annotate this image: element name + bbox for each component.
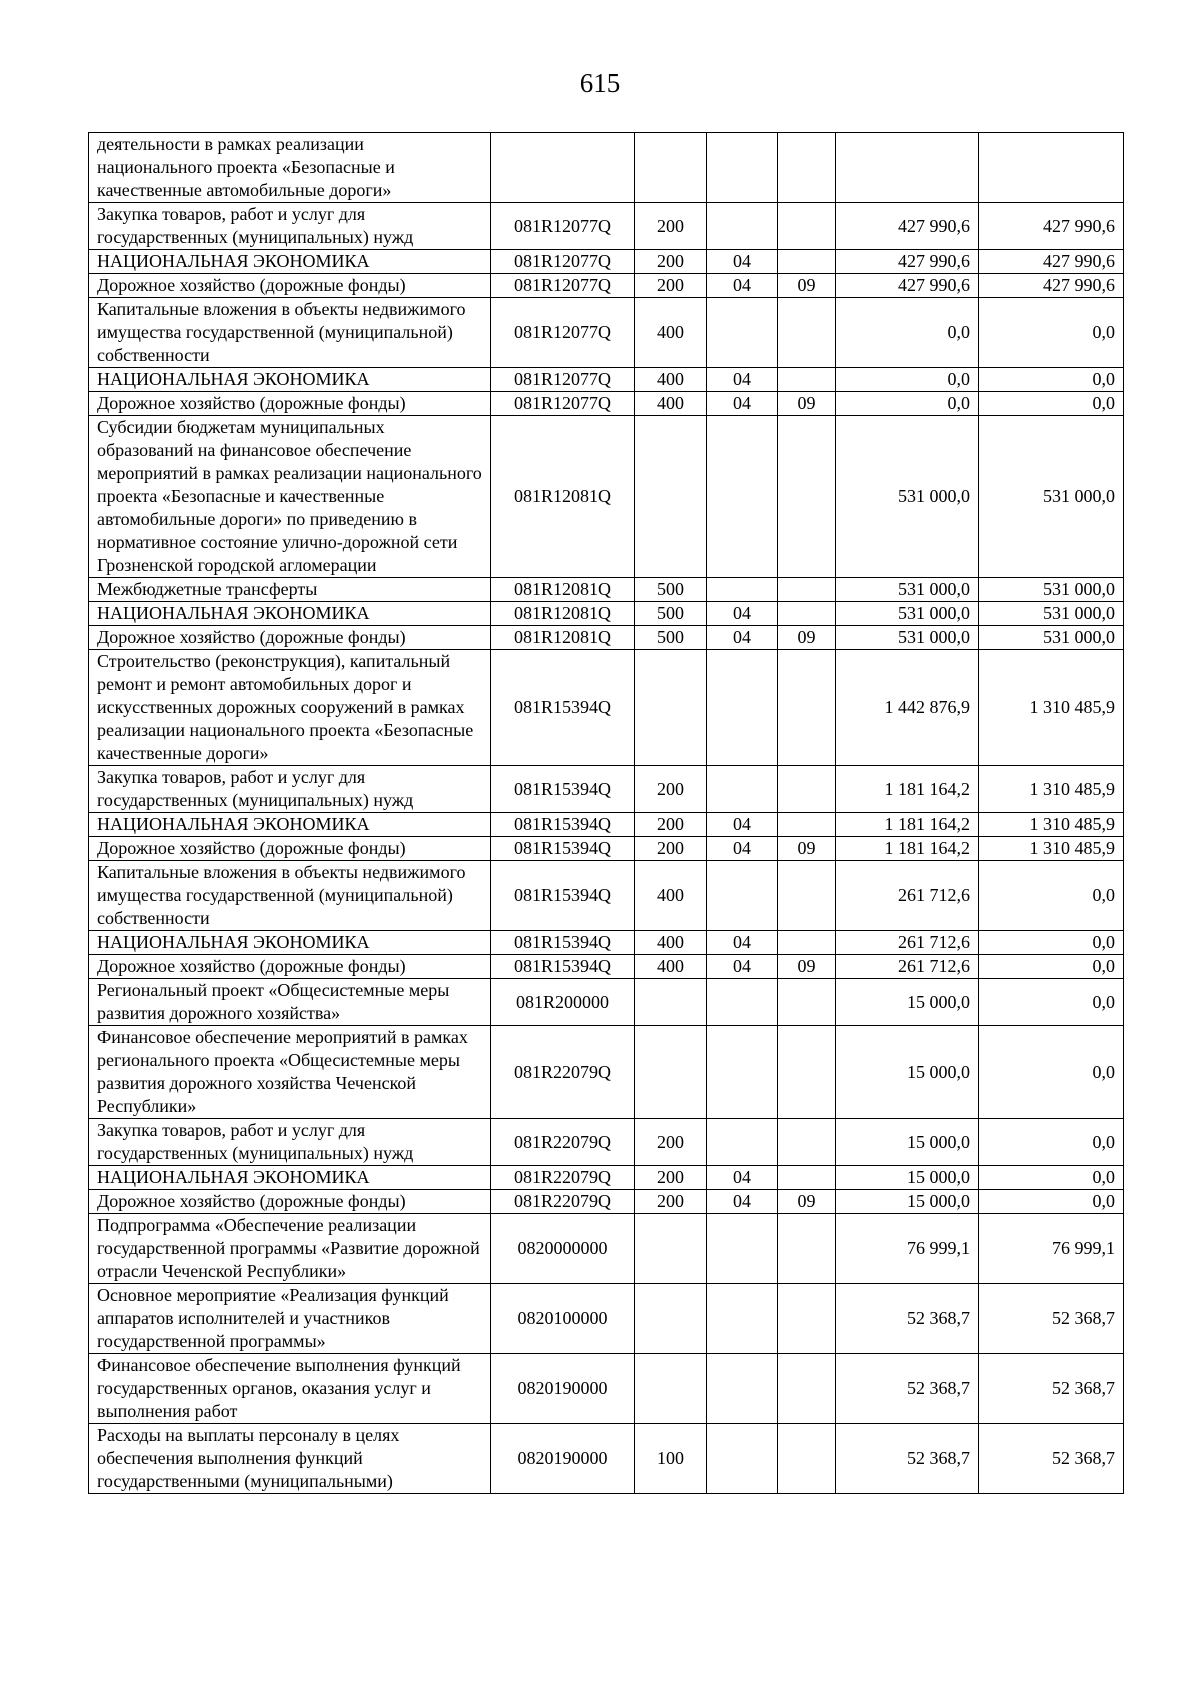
row-name-cell: НАЦИОНАЛЬНАЯ ЭКОНОМИКА [89, 931, 491, 955]
amount-year1-cell: 0,0 [836, 298, 979, 368]
amount-year1-cell: 15 000,0 [836, 1119, 979, 1166]
expense-type-cell: 200 [635, 766, 707, 813]
row-name-cell: НАЦИОНАЛЬНАЯ ЭКОНОМИКА [89, 1166, 491, 1190]
row-name-cell: Дорожное хозяйство (дорожные фонды) [89, 626, 491, 650]
section-cell: 04 [707, 602, 778, 626]
amount-year2-cell: 531 000,0 [979, 416, 1124, 578]
row-name-cell: Подпрограмма «Обеспечение реализации государственной программы «Развитие дорожной отрасли Чеченской Республики» [89, 1214, 491, 1284]
table-row [89, 955, 1124, 979]
subsection-cell [778, 602, 836, 626]
table-row [89, 416, 1124, 578]
target-article-cell: 081R22079Q [491, 1190, 635, 1214]
expense-type-cell: 200 [635, 813, 707, 837]
subsection-cell [778, 931, 836, 955]
expense-type-cell: 500 [635, 578, 707, 602]
table-row [89, 1166, 1124, 1190]
row-name-cell: Закупка товаров, работ и услуг для государственных (муниципальных) нужд [89, 203, 491, 250]
amount-year2-cell: 427 990,6 [979, 274, 1124, 298]
amount-year1-cell: 1 181 164,2 [836, 813, 979, 837]
table-row [89, 1424, 1124, 1494]
subsection-cell: 09 [778, 955, 836, 979]
subsection-cell: 09 [778, 1190, 836, 1214]
row-name-cell: Региональный проект «Общесистемные меры развития дорожного хозяйства» [89, 979, 491, 1026]
amount-year1-cell: 427 990,6 [836, 274, 979, 298]
section-cell [707, 1354, 778, 1424]
expense-type-cell: 200 [635, 1190, 707, 1214]
section-cell: 04 [707, 274, 778, 298]
table-row [89, 813, 1124, 837]
row-name-cell: Дорожное хозяйство (дорожные фонды) [89, 955, 491, 979]
section-cell [707, 1284, 778, 1354]
table-row [89, 392, 1124, 416]
row-name-cell: Строительство (реконструкция), капитальный ремонт и ремонт автомобильных дорог и искусственных дорожных сооружений в рамках реализации национального проекта «Безопасные качественные дороги» [89, 650, 491, 766]
amount-year2-cell: 531 000,0 [979, 626, 1124, 650]
section-cell [707, 298, 778, 368]
amount-year1-cell: 15 000,0 [836, 1166, 979, 1190]
amount-year2-cell: 52 368,7 [979, 1354, 1124, 1424]
subsection-cell [778, 813, 836, 837]
subsection-cell [778, 979, 836, 1026]
subsection-cell [778, 250, 836, 274]
amount-year1-cell: 531 000,0 [836, 602, 979, 626]
table-row [89, 626, 1124, 650]
subsection-cell [778, 1119, 836, 1166]
target-article-cell: 081R15394Q [491, 955, 635, 979]
row-name-cell: Финансовое обеспечение выполнения функций государственных органов, оказания услуг и выполнения работ [89, 1354, 491, 1424]
target-article-cell: 0820000000 [491, 1214, 635, 1284]
section-cell [707, 766, 778, 813]
target-article-cell: 0820100000 [491, 1284, 635, 1354]
section-cell: 04 [707, 1166, 778, 1190]
expense-type-cell: 500 [635, 626, 707, 650]
section-cell [707, 979, 778, 1026]
amount-year2-cell: 76 999,1 [979, 1214, 1124, 1284]
expense-type-cell [635, 1284, 707, 1354]
amount-year1-cell: 261 712,6 [836, 861, 979, 931]
amount-year1-cell: 531 000,0 [836, 416, 979, 578]
row-name-cell: Капитальные вложения в объекты недвижимого имущества государственной (муниципальной) собственности [89, 298, 491, 368]
target-article-cell: 081R15394Q [491, 766, 635, 813]
target-article-cell: 081R22079Q [491, 1119, 635, 1166]
section-cell [707, 1424, 778, 1494]
amount-year2-cell: 0,0 [979, 298, 1124, 368]
amount-year1-cell: 0,0 [836, 368, 979, 392]
subsection-cell [778, 1354, 836, 1424]
subsection-cell [778, 133, 836, 203]
target-article-cell: 081R12081Q [491, 626, 635, 650]
expense-type-cell: 400 [635, 368, 707, 392]
amount-year1-cell: 1 181 164,2 [836, 837, 979, 861]
table-row [89, 650, 1124, 766]
row-name-cell: деятельности в рамках реализации национального проекта «Безопасные и качественные автомобильные дороги» [89, 133, 491, 203]
section-cell [707, 133, 778, 203]
amount-year1-cell: 15 000,0 [836, 1026, 979, 1119]
section-cell: 04 [707, 392, 778, 416]
subsection-cell [778, 861, 836, 931]
budget-table [88, 132, 1124, 1494]
expense-type-cell: 200 [635, 250, 707, 274]
row-name-cell: Основное мероприятие «Реализация функций аппаратов исполнителей и участников государственной программы» [89, 1284, 491, 1354]
section-cell: 04 [707, 931, 778, 955]
expense-type-cell: 200 [635, 274, 707, 298]
amount-year2-cell: 1 310 485,9 [979, 766, 1124, 813]
target-article-cell: 081R15394Q [491, 861, 635, 931]
section-cell: 04 [707, 626, 778, 650]
expense-type-cell [635, 1214, 707, 1284]
table-row [89, 1119, 1124, 1166]
subsection-cell [778, 298, 836, 368]
target-article-cell: 081R12077Q [491, 274, 635, 298]
subsection-cell [778, 1424, 836, 1494]
subsection-cell: 09 [778, 274, 836, 298]
target-article-cell: 081R12081Q [491, 416, 635, 578]
subsection-cell: 09 [778, 392, 836, 416]
target-article-cell: 0820190000 [491, 1424, 635, 1494]
table-row [89, 1190, 1124, 1214]
target-article-cell: 081R12081Q [491, 602, 635, 626]
table-row [89, 1026, 1124, 1119]
section-cell [707, 203, 778, 250]
subsection-cell [778, 203, 836, 250]
section-cell [707, 578, 778, 602]
amount-year2-cell: 427 990,6 [979, 250, 1124, 274]
amount-year1-cell: 427 990,6 [836, 250, 979, 274]
target-article-cell: 081R15394Q [491, 813, 635, 837]
amount-year2-cell: 0,0 [979, 931, 1124, 955]
target-article-cell: 081R22079Q [491, 1026, 635, 1119]
section-cell [707, 1214, 778, 1284]
section-cell: 04 [707, 250, 778, 274]
expense-type-cell: 100 [635, 1424, 707, 1494]
amount-year2-cell: 0,0 [979, 979, 1124, 1026]
section-cell [707, 861, 778, 931]
expense-type-cell: 400 [635, 298, 707, 368]
amount-year2-cell: 0,0 [979, 392, 1124, 416]
amount-year2-cell: 1 310 485,9 [979, 837, 1124, 861]
expense-type-cell [635, 1354, 707, 1424]
table-row [89, 979, 1124, 1026]
target-article-cell: 081R12077Q [491, 250, 635, 274]
table-row [89, 274, 1124, 298]
amount-year2-cell: 0,0 [979, 1166, 1124, 1190]
subsection-cell [778, 1214, 836, 1284]
amount-year1-cell: 261 712,6 [836, 931, 979, 955]
table-row [89, 1354, 1124, 1424]
table-body [89, 133, 1124, 1494]
target-article-cell: 081R12081Q [491, 578, 635, 602]
amount-year1-cell [836, 133, 979, 203]
amount-year1-cell: 531 000,0 [836, 578, 979, 602]
expense-type-cell: 500 [635, 602, 707, 626]
subsection-cell [778, 1166, 836, 1190]
table-row [89, 203, 1124, 250]
section-cell: 04 [707, 1190, 778, 1214]
amount-year1-cell: 52 368,7 [836, 1284, 979, 1354]
subsection-cell [778, 1026, 836, 1119]
row-name-cell: Дорожное хозяйство (дорожные фонды) [89, 274, 491, 298]
expense-type-cell [635, 416, 707, 578]
target-article-cell: 081R12077Q [491, 392, 635, 416]
amount-year2-cell: 0,0 [979, 1026, 1124, 1119]
target-article-cell: 081R200000 [491, 979, 635, 1026]
section-cell [707, 650, 778, 766]
table-row [89, 298, 1124, 368]
row-name-cell: Дорожное хозяйство (дорожные фонды) [89, 392, 491, 416]
expense-type-cell: 400 [635, 955, 707, 979]
target-article-cell: 081R15394Q [491, 931, 635, 955]
subsection-cell: 09 [778, 837, 836, 861]
section-cell [707, 1026, 778, 1119]
row-name-cell: Дорожное хозяйство (дорожные фонды) [89, 837, 491, 861]
amount-year1-cell: 15 000,0 [836, 979, 979, 1026]
target-article-cell: 081R15394Q [491, 837, 635, 861]
amount-year2-cell: 531 000,0 [979, 578, 1124, 602]
target-article-cell: 081R12077Q [491, 368, 635, 392]
amount-year1-cell: 15 000,0 [836, 1190, 979, 1214]
amount-year1-cell: 1 181 164,2 [836, 766, 979, 813]
table-row [89, 861, 1124, 931]
table-row [89, 368, 1124, 392]
amount-year1-cell: 52 368,7 [836, 1424, 979, 1494]
table-row [89, 602, 1124, 626]
expense-type-cell: 200 [635, 1119, 707, 1166]
table-row [89, 766, 1124, 813]
table-row [89, 250, 1124, 274]
amount-year1-cell: 261 712,6 [836, 955, 979, 979]
subsection-cell [778, 368, 836, 392]
table-row [89, 1214, 1124, 1284]
amount-year2-cell: 0,0 [979, 861, 1124, 931]
table-row [89, 578, 1124, 602]
row-name-cell: Субсидии бюджетам муниципальных образований на финансовое обеспечение мероприятий в рамках реализации национального проекта «Безопасные и качественные автомобильные дороги» по приведению в нормативное состояние улично-дорожной сети Грозненской городской агломерации [89, 416, 491, 578]
row-name-cell: Расходы на выплаты персоналу в целях обеспечения выполнения функций государственными (муниципальными) [89, 1424, 491, 1494]
target-article-cell: 081R22079Q [491, 1166, 635, 1190]
amount-year2-cell [979, 133, 1124, 203]
target-article-cell [491, 133, 635, 203]
expense-type-cell [635, 979, 707, 1026]
amount-year1-cell: 427 990,6 [836, 203, 979, 250]
amount-year2-cell: 1 310 485,9 [979, 813, 1124, 837]
row-name-cell: НАЦИОНАЛЬНАЯ ЭКОНОМИКА [89, 813, 491, 837]
expense-type-cell: 200 [635, 203, 707, 250]
amount-year2-cell: 0,0 [979, 1119, 1124, 1166]
amount-year2-cell: 427 990,6 [979, 203, 1124, 250]
table-row [89, 837, 1124, 861]
expense-type-cell: 400 [635, 861, 707, 931]
amount-year1-cell: 0,0 [836, 392, 979, 416]
expense-type-cell: 400 [635, 931, 707, 955]
section-cell: 04 [707, 813, 778, 837]
subsection-cell [778, 578, 836, 602]
row-name-cell: Закупка товаров, работ и услуг для государственных (муниципальных) нужд [89, 766, 491, 813]
row-name-cell: Финансовое обеспечение мероприятий в рамках регионального проекта «Общесистемные меры развития дорожного хозяйства Чеченской Республики» [89, 1026, 491, 1119]
amount-year1-cell: 76 999,1 [836, 1214, 979, 1284]
amount-year2-cell: 0,0 [979, 955, 1124, 979]
subsection-cell: 09 [778, 626, 836, 650]
section-cell [707, 1119, 778, 1166]
section-cell: 04 [707, 837, 778, 861]
row-name-cell: Закупка товаров, работ и услуг для государственных (муниципальных) нужд [89, 1119, 491, 1166]
table-row [89, 931, 1124, 955]
expense-type-cell [635, 133, 707, 203]
amount-year1-cell: 531 000,0 [836, 626, 979, 650]
section-cell [707, 416, 778, 578]
row-name-cell: НАЦИОНАЛЬНАЯ ЭКОНОМИКА [89, 368, 491, 392]
expense-type-cell [635, 650, 707, 766]
amount-year2-cell: 531 000,0 [979, 602, 1124, 626]
amount-year2-cell: 0,0 [979, 368, 1124, 392]
target-article-cell: 0820190000 [491, 1354, 635, 1424]
section-cell: 04 [707, 955, 778, 979]
subsection-cell [778, 416, 836, 578]
page-number: 615 [579, 68, 621, 98]
expense-type-cell: 400 [635, 392, 707, 416]
expense-type-cell: 200 [635, 837, 707, 861]
row-name-cell: Капитальные вложения в объекты недвижимого имущества государственной (муниципальной) собственности [89, 861, 491, 931]
subsection-cell [778, 766, 836, 813]
target-article-cell: 081R12077Q [491, 298, 635, 368]
expense-type-cell [635, 1026, 707, 1119]
subsection-cell [778, 650, 836, 766]
table-row [89, 133, 1124, 203]
amount-year1-cell: 52 368,7 [836, 1354, 979, 1424]
row-name-cell: Межбюджетные трансферты [89, 578, 491, 602]
target-article-cell: 081R12077Q [491, 203, 635, 250]
row-name-cell: Дорожное хозяйство (дорожные фонды) [89, 1190, 491, 1214]
expense-type-cell: 200 [635, 1166, 707, 1190]
table-row [89, 1284, 1124, 1354]
amount-year2-cell: 0,0 [979, 1190, 1124, 1214]
target-article-cell: 081R15394Q [491, 650, 635, 766]
amount-year2-cell: 52 368,7 [979, 1424, 1124, 1494]
amount-year2-cell: 1 310 485,9 [979, 650, 1124, 766]
subsection-cell [778, 1284, 836, 1354]
section-cell: 04 [707, 368, 778, 392]
amount-year2-cell: 52 368,7 [979, 1284, 1124, 1354]
amount-year1-cell: 1 442 876,9 [836, 650, 979, 766]
row-name-cell: НАЦИОНАЛЬНАЯ ЭКОНОМИКА [89, 602, 491, 626]
row-name-cell: НАЦИОНАЛЬНАЯ ЭКОНОМИКА [89, 250, 491, 274]
